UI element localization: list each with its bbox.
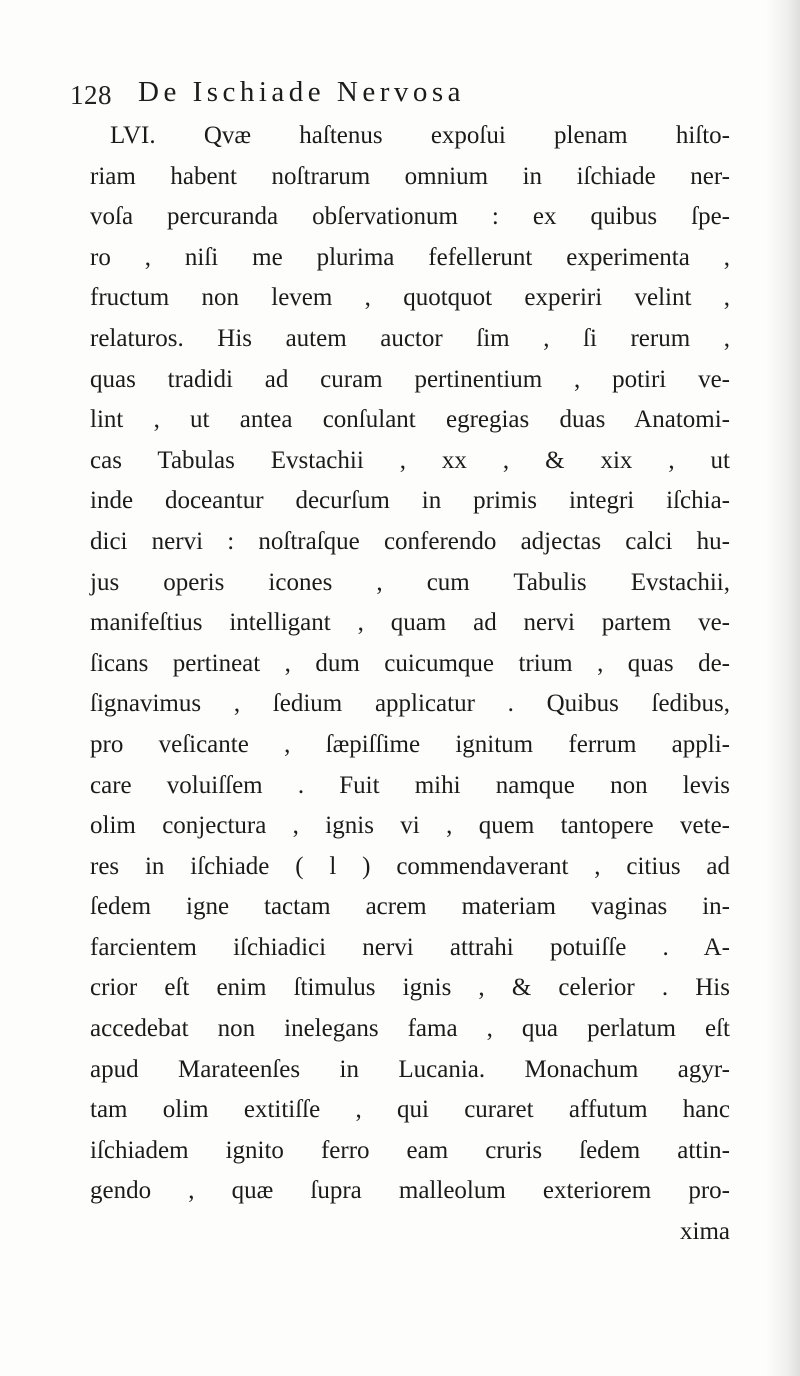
text-line: farcientem iſchiadici nervi attrahi potuiſſe . A- — [90, 933, 730, 961]
text-line: riam habent noſtrarum omnium in iſchiade ner- — [90, 162, 730, 190]
text-line: quas tradidi ad curam pertinentium , potiri ve- — [90, 365, 730, 393]
page-edge-shadow — [766, 0, 800, 1376]
text-line: ſignavimus , ſedium applicatur . Quibus ſedibus, — [90, 690, 730, 718]
text-line: voſa percuranda obſervationum : ex quibus ſpe- — [90, 203, 730, 231]
text-line: dici nervi : noſtraſque conferendo adjectas calci hu- — [90, 527, 730, 555]
text-line: ro , niſi me plurima fefellerunt experimenta , — [90, 243, 730, 271]
running-head-title: De Ischiade Nervosa — [138, 76, 466, 108]
text-line: inde doceantur decurſum in primis integri iſchia- — [90, 487, 730, 515]
text-line: iſchiadem ignito ferro eam cruris ſedem attin- — [90, 1136, 730, 1164]
page-number: 128 — [70, 80, 112, 110]
text-line: res in iſchiade ( l ) commendaverant , citius ad — [90, 852, 730, 880]
text-line: olim conjectura , ignis vi , quem tantopere vete- — [90, 812, 730, 840]
text-line: apud Marateenſes in Lucania. Monachum agyr- — [90, 1055, 730, 1083]
text-line: LVI. Qvæ haſtenus expoſui plenam hiſto- — [110, 122, 730, 149]
text-line: cas Tabulas Evstachii , xx , & xix , ut — [90, 446, 730, 474]
text-line: jus operis icones , cum Tabulis Evstachii, — [90, 568, 730, 596]
text-line: ſedem igne tactam acrem materiam vaginas in- — [90, 893, 730, 921]
text-line: care voluiſſem . Fuit mihi namque non levis — [90, 771, 730, 799]
body-paragraph — [90, 116, 730, 1253]
text-line: accedebat non inelegans fama , qua perlatum eſt — [90, 1015, 730, 1043]
text-line: lint , ut antea conſulant egregias duas Anatomi- — [90, 406, 730, 434]
text-line: fructum non levem , quotquot experiri velint , — [90, 284, 730, 312]
catchword: xima — [680, 1218, 730, 1246]
text-line: manifeſtius intelligant , quam ad nervi partem ve- — [90, 609, 730, 637]
text-line: ſicans pertineat , dum cuicumque trium , quas de- — [90, 649, 730, 677]
text-line: tam olim extitiſſe , qui curaret affutum hanc — [90, 1096, 730, 1124]
text-line: crior eſt enim ſtimulus ignis , & celerior . His — [90, 974, 730, 1002]
text-line: pro veſicante , ſæpiſſime ignitum ferrum appli- — [90, 730, 730, 758]
text-line: gendo , quæ ſupra malleolum exteriorem pro- — [90, 1177, 730, 1205]
text-line: relaturos. His autem auctor ſim , ſi rerum , — [90, 324, 730, 352]
running-head — [70, 76, 750, 120]
